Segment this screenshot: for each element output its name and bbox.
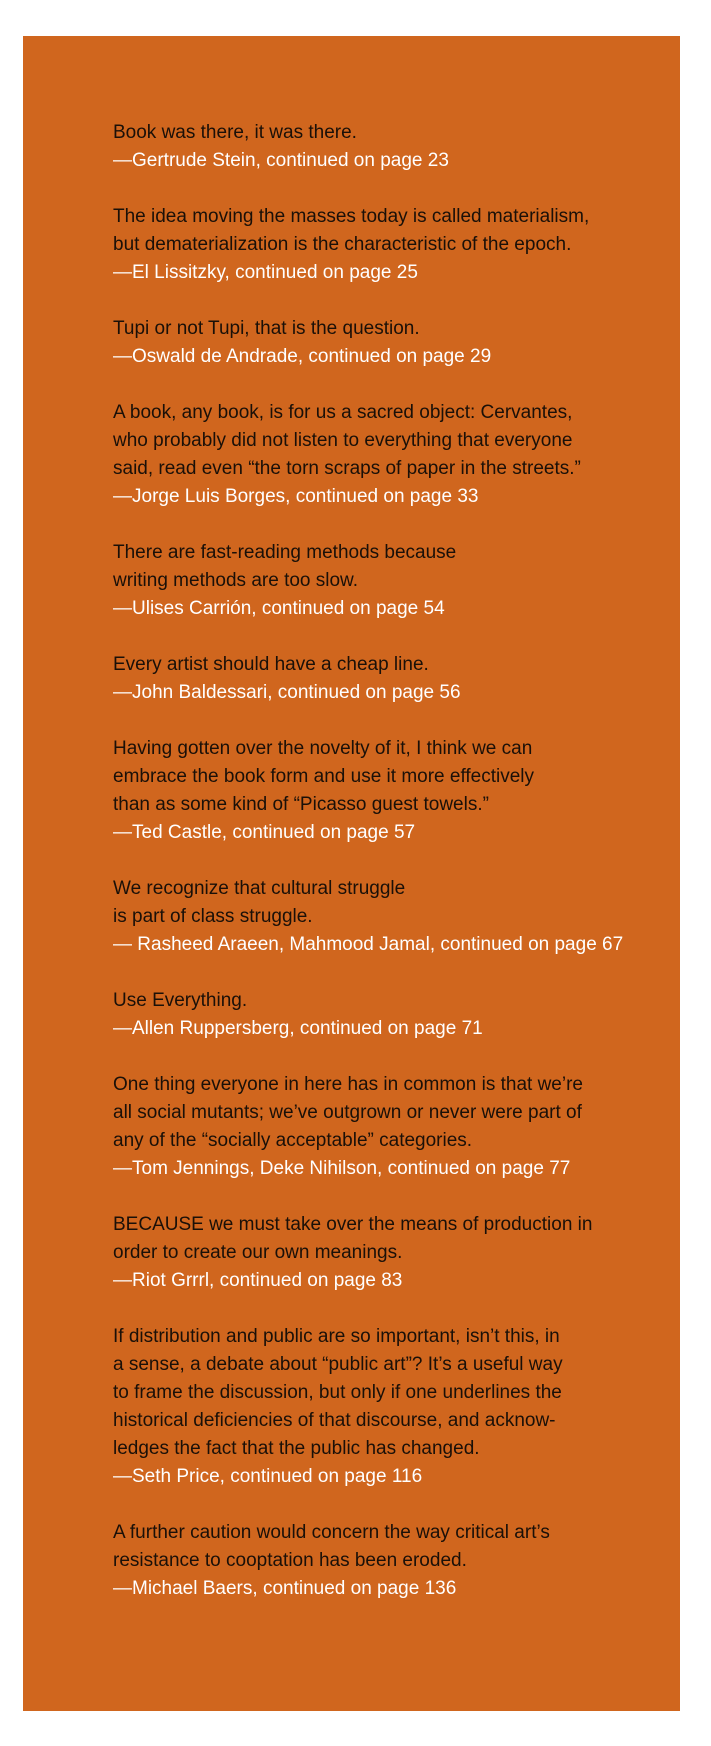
quote-text-line: If distribution and public are so important, isn’t this, in — [113, 1326, 560, 1347]
quote-text-line: but dematerialization is the characteristic of the epoch. — [113, 234, 572, 255]
quote-block — [113, 1211, 673, 1295]
quote-text-line: writing methods are too slow. — [113, 570, 359, 591]
quote-attribution: —Michael Baers, continued on page 136 — [113, 1578, 457, 1599]
quote-text-line: Tupi or not Tupi, that is the question. — [113, 318, 420, 339]
quote-block — [113, 539, 673, 623]
quote-attribution: —Riot Grrrl, continued on page 83 — [113, 1270, 403, 1291]
quote-attribution: —Jorge Luis Borges, continued on page 33 — [113, 486, 479, 507]
quote-block — [113, 735, 673, 847]
quote-text-line: is part of class struggle. — [113, 906, 313, 927]
quote-text-line: order to create our own meanings. — [113, 1242, 403, 1263]
quote-attribution: —Ulises Carrión, continued on page 54 — [113, 598, 445, 619]
quotes-list — [113, 119, 673, 1631]
quote-block — [113, 651, 673, 707]
quote-block — [113, 203, 673, 287]
quote-text-line: historical deficiencies of that discourse, and acknow- — [113, 1410, 556, 1431]
quote-text-line: One thing everyone in here has in common is that we’re — [113, 1074, 583, 1095]
quote-text-line: ledges the fact that the public has changed. — [113, 1438, 480, 1459]
quote-text-line: A book, any book, is for us a sacred object: Cervantes, — [113, 402, 573, 423]
quote-text-line: Use Everything. — [113, 990, 248, 1011]
quote-text-line: A further caution would concern the way critical art’s — [113, 1522, 550, 1543]
quote-attribution: —Oswald de Andrade, continued on page 29 — [113, 346, 492, 367]
quote-attribution: —Seth Price, continued on page 116 — [113, 1466, 423, 1487]
quote-text-line: Book was there, it was there. — [113, 122, 357, 143]
quote-attribution: — Rasheed Araeen, Mahmood Jamal, continued on page 67 — [113, 934, 624, 955]
quote-attribution: —Allen Ruppersberg, continued on page 71 — [113, 1018, 483, 1039]
quote-text-line: embrace the book form and use it more effectively — [113, 766, 535, 787]
quote-text-line: who probably did not listen to everything that everyone — [113, 430, 573, 451]
quote-text-line: all social mutants; we’ve outgrown or never were part of — [113, 1102, 582, 1123]
quote-block — [113, 1071, 673, 1183]
quote-text-line: any of the “socially acceptable” categories. — [113, 1130, 473, 1151]
quote-block — [113, 399, 673, 511]
quote-text-line: There are fast-reading methods because — [113, 542, 457, 563]
quote-block — [113, 1519, 673, 1603]
quote-text-line: BECAUSE we must take over the means of production in — [113, 1214, 593, 1235]
quote-block — [113, 315, 673, 371]
quote-block — [113, 1323, 673, 1491]
quote-attribution: —John Baldessari, continued on page 56 — [113, 682, 461, 703]
quote-text-line: to frame the discussion, but only if one underlines the — [113, 1382, 562, 1403]
quote-text-line: than as some kind of “Picasso guest towels.” — [113, 794, 489, 815]
quote-text-line: said, read even “the torn scraps of paper in the streets.” — [113, 458, 581, 479]
quote-text-line: Every artist should have a cheap line. — [113, 654, 429, 675]
quote-text-line: Having gotten over the novelty of it, I think we can — [113, 738, 533, 759]
quote-attribution: —Gertrude Stein, continued on page 23 — [113, 150, 449, 171]
quote-attribution: —Tom Jennings, Deke Nihilson, continued on page 77 — [113, 1158, 571, 1179]
quote-text-line: resistance to cooptation has been eroded. — [113, 1550, 467, 1571]
quote-attribution: —Ted Castle, continued on page 57 — [113, 822, 416, 843]
quote-block — [113, 987, 673, 1043]
quote-block — [113, 119, 673, 175]
quote-text-line: We recognize that cultural struggle — [113, 878, 406, 899]
quote-text-line: a sense, a debate about “public art”? It’s a useful way — [113, 1354, 563, 1375]
quote-attribution: —El Lissitzky, continued on page 25 — [113, 262, 418, 283]
quote-block — [113, 875, 673, 959]
quote-text-line: The idea moving the masses today is called materialism, — [113, 206, 590, 227]
